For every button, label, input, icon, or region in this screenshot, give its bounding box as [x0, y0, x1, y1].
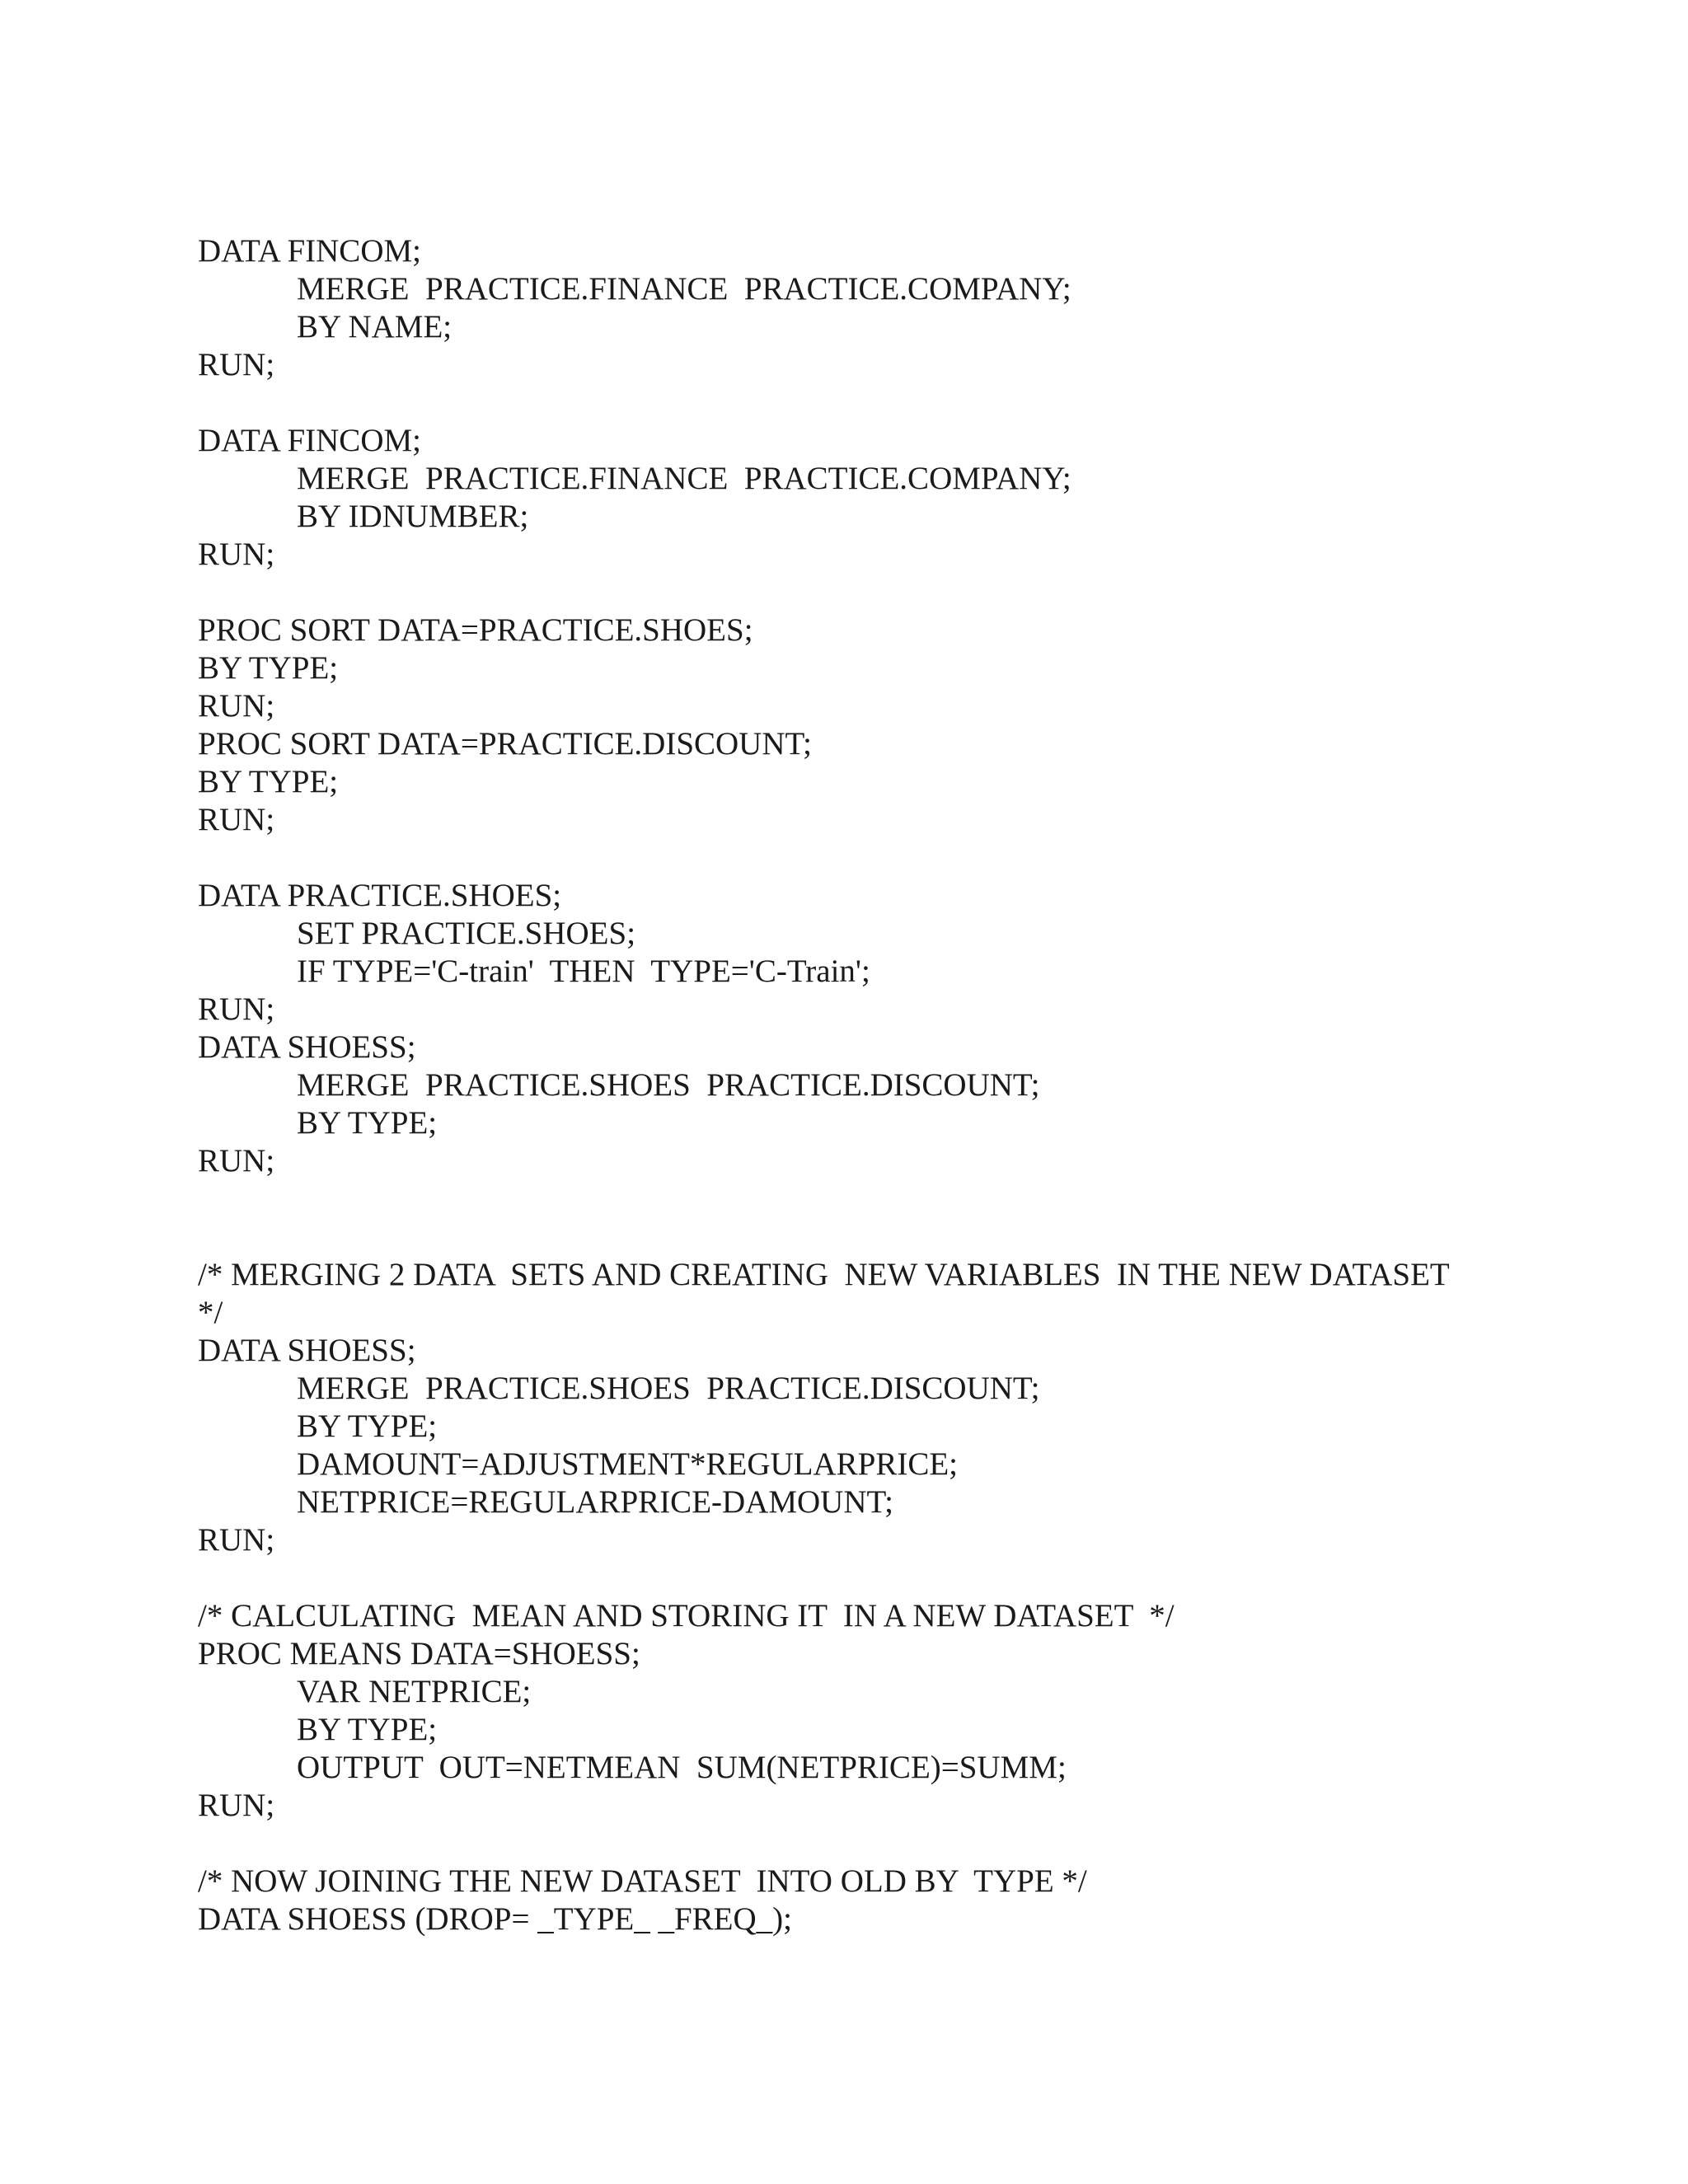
code-line: DATA PRACTICE.SHOES; — [198, 878, 562, 913]
code-line: NETPRICE=REGULARPRICE-DAMOUNT; — [297, 1484, 894, 1520]
code-line: DATA SHOESS; — [198, 1333, 416, 1368]
code-line: RUN; — [198, 347, 275, 382]
code-line: RUN; — [198, 1788, 275, 1823]
blank-line — [198, 1218, 1558, 1256]
code-line: BY NAME; — [297, 309, 452, 344]
blank-line — [198, 574, 1558, 612]
code-line: */ — [198, 1295, 223, 1330]
code-line: OUTPUT OUT=NETMEAN SUM(NETPRICE)=SUMM; — [297, 1750, 1067, 1785]
code-line: BY IDNUMBER; — [297, 499, 529, 534]
code-line: RUN; — [198, 802, 275, 837]
code-line: BY TYPE; — [297, 1712, 438, 1747]
code-line: PROC SORT DATA=PRACTICE.SHOES; — [198, 612, 753, 648]
code-line: MERGE PRACTICE.FINANCE PRACTICE.COMPANY; — [297, 271, 1071, 307]
code-line: BY TYPE; — [198, 650, 339, 686]
blank-line — [198, 839, 1558, 877]
code-line: SET PRACTICE.SHOES; — [297, 916, 636, 951]
code-line: BY TYPE; — [198, 764, 339, 799]
code-line: VAR NETPRICE; — [297, 1674, 532, 1709]
code-line: RUN; — [198, 537, 275, 572]
code-line: DATA SHOESS; — [198, 1029, 416, 1065]
code-line: DATA FINCOM; — [198, 423, 422, 458]
blank-line — [198, 1180, 1558, 1218]
code-line: RUN; — [198, 991, 275, 1027]
code-line: MERGE PRACTICE.FINANCE PRACTICE.COMPANY; — [297, 461, 1071, 496]
code-line: /* NOW JOINING THE NEW DATASET INTO OLD BY TYPE */ — [198, 1863, 1087, 1899]
blank-line — [198, 1825, 1558, 1863]
sas-code-block — [198, 232, 1558, 1938]
code-line: PROC MEANS DATA=SHOESS; — [198, 1636, 640, 1671]
code-line: MERGE PRACTICE.SHOES PRACTICE.DISCOUNT; — [297, 1371, 1040, 1406]
code-line: /* MERGING 2 DATA SETS AND CREATING NEW VARIABLES IN THE NEW DATASET — [198, 1257, 1450, 1292]
code-line: BY TYPE; — [297, 1408, 438, 1444]
code-line: /* CALCULATING MEAN AND STORING IT IN A NEW DATASET */ — [198, 1598, 1175, 1633]
code-line: DATA SHOESS (DROP= _TYPE_ _FREQ_); — [198, 1901, 792, 1937]
code-line: PROC SORT DATA=PRACTICE.DISCOUNT; — [198, 726, 813, 762]
code-line: RUN; — [198, 1143, 275, 1179]
code-line: IF TYPE='C-train' THEN TYPE='C-Train'; — [297, 954, 870, 989]
code-line: DATA FINCOM; — [198, 233, 422, 269]
code-line: RUN; — [198, 688, 275, 724]
code-line: MERGE PRACTICE.SHOES PRACTICE.DISCOUNT; — [297, 1067, 1040, 1103]
code-line: BY TYPE; — [297, 1105, 438, 1141]
code-line: RUN; — [198, 1522, 275, 1558]
blank-line — [198, 1559, 1558, 1597]
blank-line — [198, 384, 1558, 422]
code-line: DAMOUNT=ADJUSTMENT*REGULARPRICE; — [297, 1446, 959, 1482]
